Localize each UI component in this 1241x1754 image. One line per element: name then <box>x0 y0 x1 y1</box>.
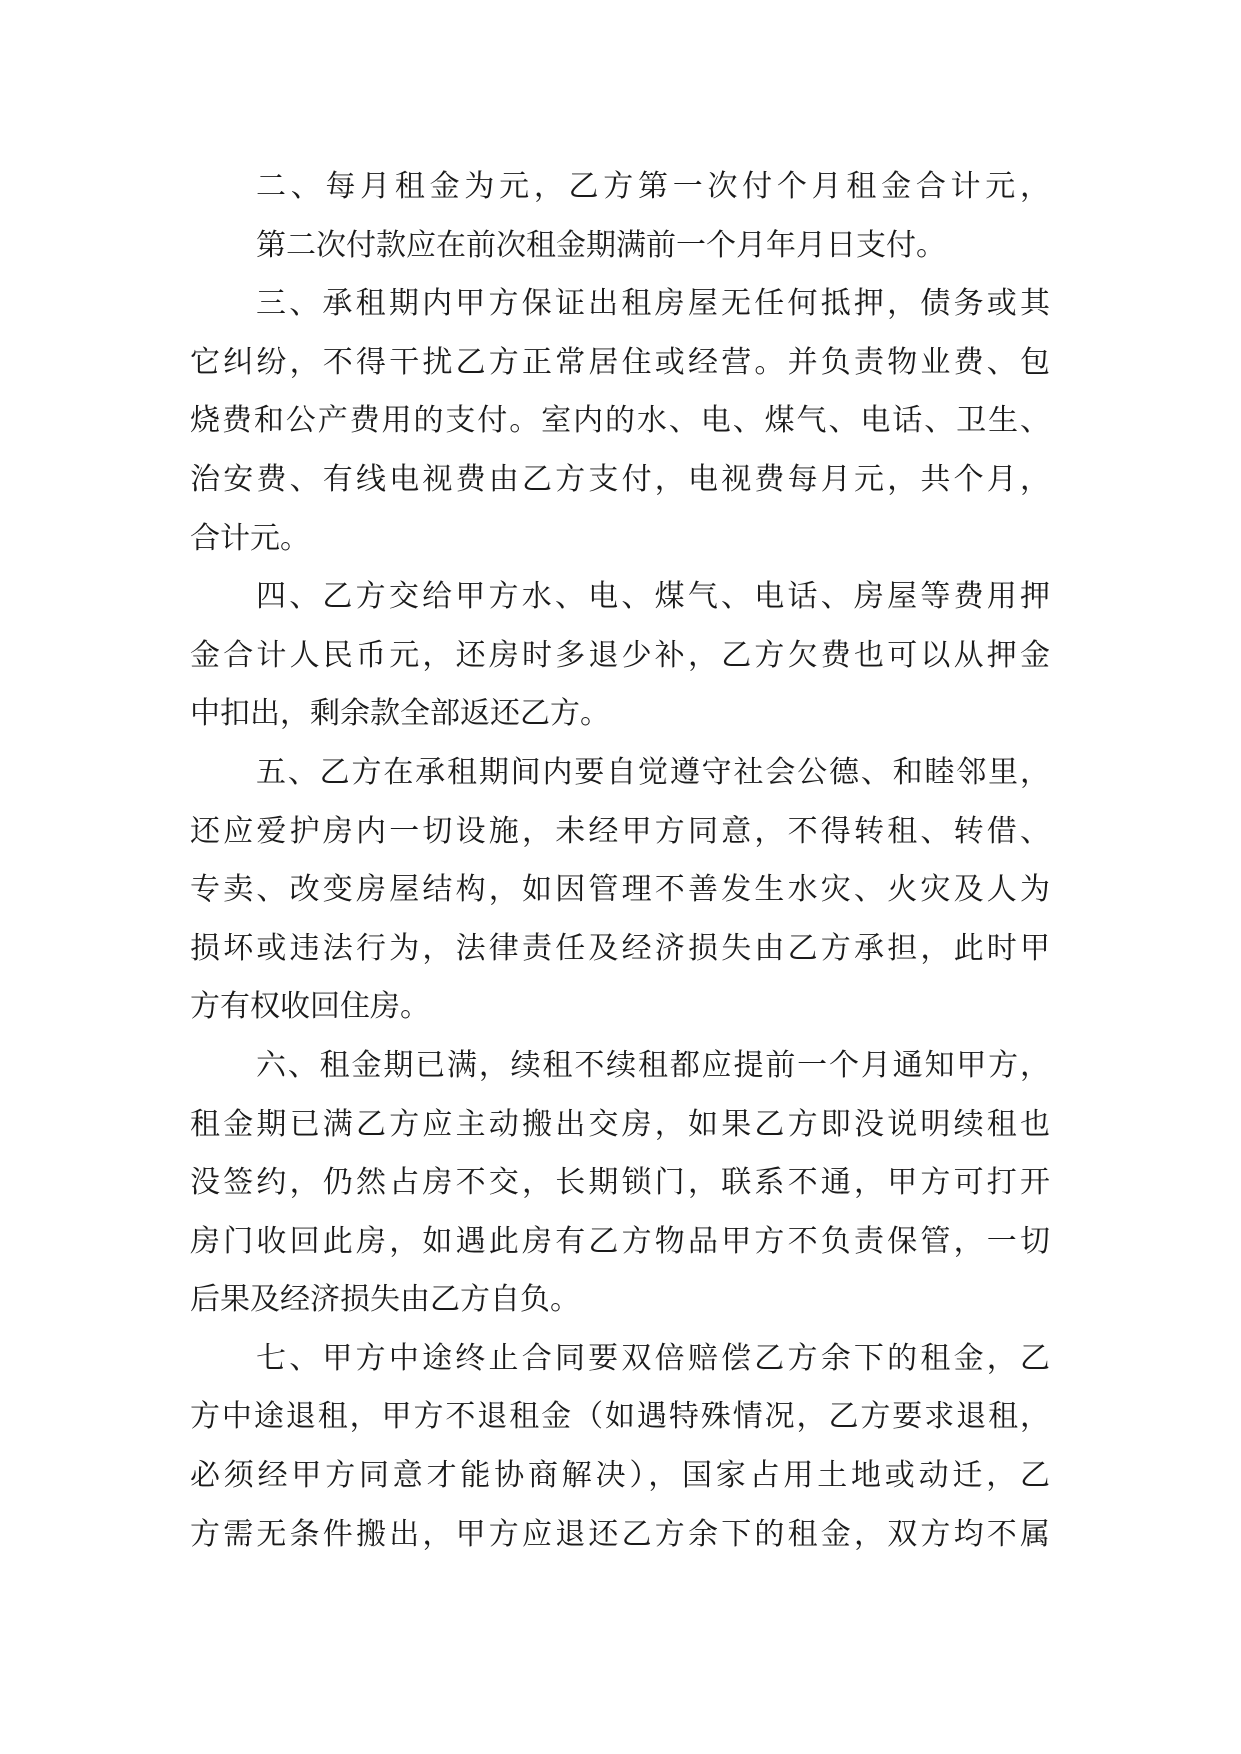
clause-2-line-1: 二、每月租金为元，乙方第一次付个月租金合计元， <box>256 169 1050 204</box>
clause-5-line-5: 方有权收回住房。 <box>190 989 430 1025</box>
clause-7-line-4: 方需无条件搬出，甲方应退还乙方余下的租金，双方均不属 <box>190 1516 1050 1552</box>
clause-4-line-2: 金合计人民币元，还房时多退少补，乙方欠费也可以从押金 <box>190 637 1050 673</box>
clause-6-line-2: 租金期已满乙方应主动搬出交房，如果乙方即没说明续租也 <box>190 1106 1050 1142</box>
clause-6-line-5: 后果及经济损失由乙方自负。 <box>190 1282 580 1318</box>
clause-3-line-5: 合计元。 <box>190 520 310 556</box>
clause-5-line-4: 损坏或违法行为，法律责任及经济损失由乙方承担，此时甲 <box>190 930 1050 966</box>
clause-7-line-2: 方中途退租，甲方不退租金（如遇特殊情况，乙方要求退租， <box>190 1399 1050 1435</box>
clause-3-line-3: 烧费和公产费用的支付。室内的水、电、煤气、电话、卫生、 <box>190 403 1050 439</box>
clause-2-line-2: 第二次付款应在前次租金期满前一个月年月日支付。 <box>256 227 946 263</box>
clause-7-line-1: 七、甲方中途终止合同要双倍赔偿乙方余下的租金，乙 <box>256 1340 1050 1376</box>
clause-6-line-1: 六、租金期已满，续租不续租都应提前一个月通知甲方， <box>256 1047 1050 1083</box>
contract-body <box>190 158 1050 1564</box>
clause-3-line-4: 治安费、有线电视费由乙方支付，电视费每月元，共个月， <box>190 461 1050 497</box>
clause-5-line-3: 专卖、改变房屋结构，如因管理不善发生水灾、火灾及人为 <box>190 872 1050 908</box>
clause-5-line-1: 五、乙方在承租期间内要自觉遵守社会公德、和睦邻里， <box>256 754 1050 790</box>
clause-3-line-2: 它纠纷，不得干扰乙方正常居住或经营。并负责物业费、包 <box>190 344 1050 380</box>
clause-4-line-3: 中扣出，剩余款全部返还乙方。 <box>190 696 610 732</box>
clause-5-line-2: 还应爱护房内一切设施，未经甲方同意，不得转租、转借、 <box>190 813 1050 849</box>
clause-4-line-1: 四、乙方交给甲方水、电、煤气、电话、房屋等费用押 <box>256 579 1050 615</box>
clause-7-line-3: 必须经甲方同意才能协商解决），国家占用土地或动迁，乙 <box>190 1458 1050 1494</box>
clause-6-line-4: 房门收回此房，如遇此房有乙方物品甲方不负责保管，一切 <box>190 1223 1050 1259</box>
clause-3-line-1: 三、承租期内甲方保证出租房屋无任何抵押，债务或其 <box>256 286 1050 322</box>
clause-6-line-3: 没签约，仍然占房不交，长期锁门，联系不通，甲方可打开 <box>190 1165 1050 1201</box>
